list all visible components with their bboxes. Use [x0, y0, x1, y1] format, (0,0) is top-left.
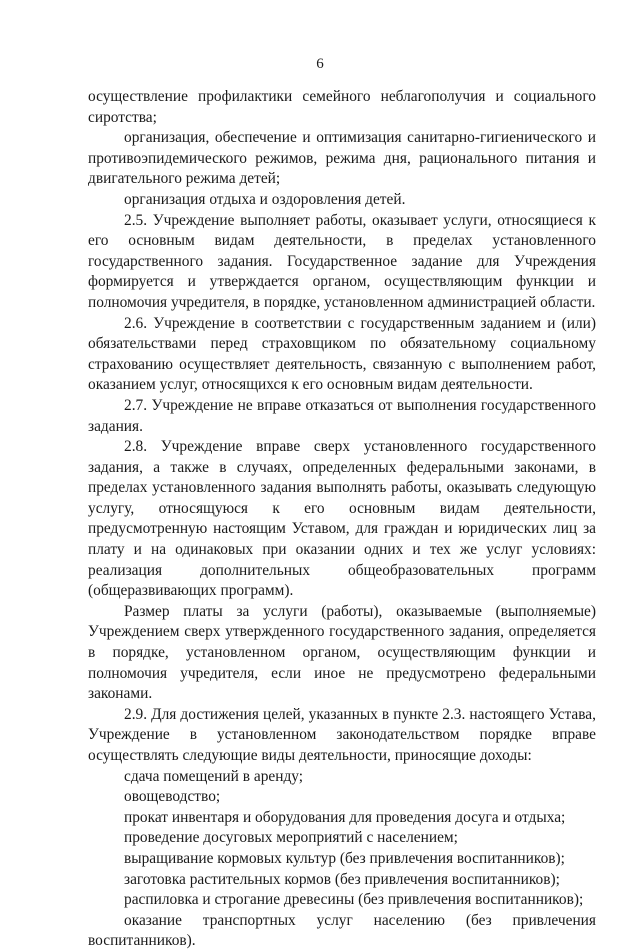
paragraph-sanitary-regimes: организация, обеспечение и оптимизация санитарно-гигиенического и противоэпидемического режимов, режима дня, рационального питания и двигательного режима детей; — [88, 129, 596, 188]
clause-2-5: 2.5. Учреждение выполняет работы, оказывает услуги, относящиеся к его основным видам деятельности, в пределах установленного государственного задания. Государственное задание для Учреждения формируется и утверждается органом, осуществляющим функции и полномочия учредителя, в порядке, установленном администрацией области. — [88, 211, 596, 311]
list-item: заготовка растительных кормов (без привлечения воспитанников); — [124, 870, 560, 888]
list-item: проведение досуговых мероприятий с населением; — [124, 829, 458, 847]
clause-2-6: 2.6. Учреждение в соответствии с государственным заданием и (или) обязательствами перед страховщиком по обязательному социальному страхованию осуществляет деятельность, связанную с выполнением работ, оказанием услуг, относящихся к его основным видам деятельности. — [88, 314, 596, 394]
list-item: овощеводство; — [124, 788, 221, 806]
page-number: 6 — [316, 56, 324, 72]
list-item: оказание транспортных услуг населению (без привлечения воспитанников). — [88, 911, 596, 950]
paragraph-fee-amount: Размер платы за услуги (работы), оказываемые (выполняемые) Учреждением сверх утвержденного государственного задания, определяется в порядке, установленном органом, осуществляющим функции и полномочия учредителя, если иное не предусмотрено федеральными законами. — [88, 602, 596, 703]
clause-2-8: 2.8. Учреждение вправе сверх установленного государственного задания, а также в случаях, определенных федеральными законами, в пределах установленного задания выполнять работы, оказывать следующую услугу, относящуюся к его основным видам деятельности, предусмотренную настоящим Уставом, для граждан и юридических лиц за плату и на одинаковых при оказании одних и тех же услуг условиях: реализация дополнительных общеобразовательных программ (общеразвивающих программ). — [88, 438, 596, 600]
list-item: выращивание кормовых культур (без привлечения воспитанников); — [124, 849, 565, 867]
clause-2-7: 2.7. Учреждение не вправе отказаться от выполнения государственного задания. — [88, 396, 596, 435]
income-activities-list — [88, 767, 596, 952]
clause-2-9: 2.9. Для достижения целей, указанных в пункте 2.3. настоящего Устава, Учреждение в установленном законодательством порядке вправе осуществлять следующие виды деятельности, приносящие доходы: — [88, 705, 596, 764]
paragraph-recreation: организация отдыха и оздоровления детей. — [124, 190, 406, 208]
list-item: сдача помещений в аренду; — [124, 767, 304, 785]
list-item: прокат инвентаря и оборудования для проведения досуга и отдыха; — [124, 808, 566, 826]
list-item: распиловка и строгание древесины (без привлечения воспитанников); — [124, 891, 584, 909]
document-body — [88, 87, 596, 952]
paragraph-prevention-orphanhood: осуществление профилактики семейного неблагополучия и социального сиротства; — [88, 88, 596, 126]
